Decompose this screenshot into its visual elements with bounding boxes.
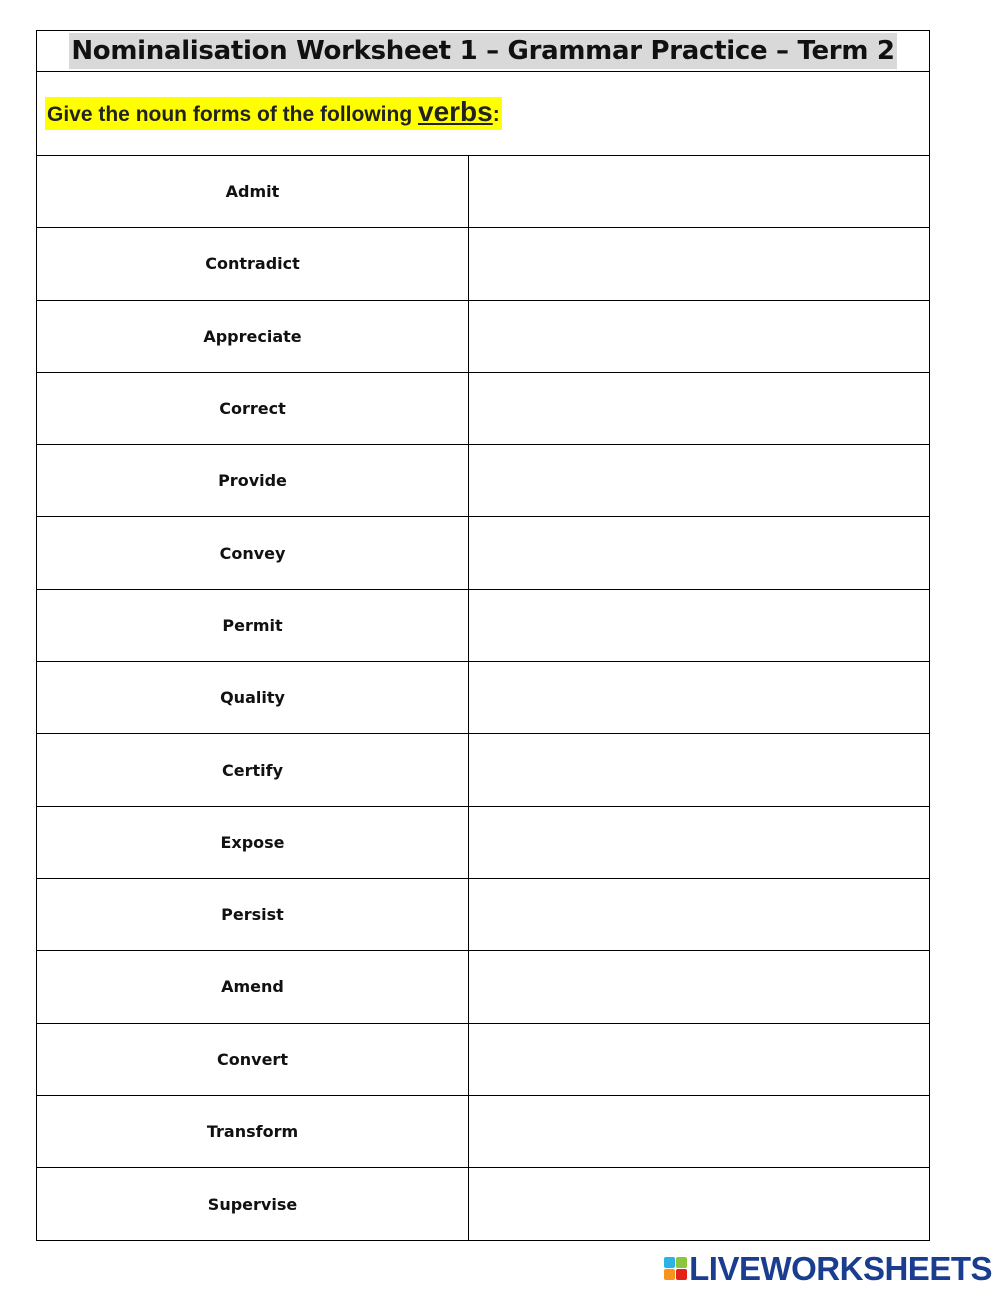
answer-cell[interactable] bbox=[469, 590, 929, 661]
answer-cell[interactable] bbox=[469, 662, 929, 733]
answer-cell[interactable] bbox=[469, 373, 929, 444]
verb-cell: Certify bbox=[37, 734, 469, 805]
table-row bbox=[37, 1024, 929, 1096]
answer-cell[interactable] bbox=[469, 734, 929, 805]
title-row bbox=[37, 31, 929, 72]
verb-cell: Supervise bbox=[37, 1168, 469, 1240]
worksheet-table bbox=[36, 30, 930, 1241]
table-row bbox=[37, 951, 929, 1023]
liveworksheets-logo bbox=[664, 1252, 992, 1285]
table-row bbox=[37, 807, 929, 879]
verb-cell: Contradict bbox=[37, 228, 469, 299]
answer-cell[interactable] bbox=[469, 301, 929, 372]
instruction-row bbox=[37, 72, 929, 156]
verb-cell: Amend bbox=[37, 951, 469, 1022]
instruction-prefix: Give the noun forms of the following bbox=[47, 103, 418, 126]
table-row bbox=[37, 301, 929, 373]
answer-cell[interactable] bbox=[469, 879, 929, 950]
logo-text: LIVEWORKSHEETS bbox=[689, 1250, 992, 1287]
answer-cell[interactable] bbox=[469, 1024, 929, 1095]
verb-cell: Correct bbox=[37, 373, 469, 444]
verb-cell: Transform bbox=[37, 1096, 469, 1167]
verb-cell: Convert bbox=[37, 1024, 469, 1095]
page-title: Nominalisation Worksheet 1 – Grammar Practice – Term 2 bbox=[69, 33, 896, 69]
answer-cell[interactable] bbox=[469, 1168, 929, 1240]
verb-cell: Permit bbox=[37, 590, 469, 661]
answer-cell[interactable] bbox=[469, 156, 929, 227]
verb-cell: Appreciate bbox=[37, 301, 469, 372]
answer-cell[interactable] bbox=[469, 228, 929, 299]
verb-cell: Provide bbox=[37, 445, 469, 516]
table-row bbox=[37, 373, 929, 445]
answer-cell[interactable] bbox=[469, 807, 929, 878]
table-row bbox=[37, 228, 929, 300]
verb-cell: Expose bbox=[37, 807, 469, 878]
table-row bbox=[37, 517, 929, 589]
table-row bbox=[37, 662, 929, 734]
instruction bbox=[45, 97, 502, 130]
table-row bbox=[37, 445, 929, 517]
instruction-emphasis: verbs bbox=[418, 96, 493, 127]
table-row bbox=[37, 734, 929, 806]
verb-cell: Admit bbox=[37, 156, 469, 227]
verb-cell: Quality bbox=[37, 662, 469, 733]
table-row bbox=[37, 1168, 929, 1240]
answer-cell[interactable] bbox=[469, 445, 929, 516]
answer-cell[interactable] bbox=[469, 951, 929, 1022]
verb-cell: Persist bbox=[37, 879, 469, 950]
table-row bbox=[37, 1096, 929, 1168]
answer-cell[interactable] bbox=[469, 517, 929, 588]
instruction-suffix: : bbox=[492, 103, 500, 126]
logo-mark-icon bbox=[664, 1257, 687, 1280]
answer-cell[interactable] bbox=[469, 1096, 929, 1167]
table-row bbox=[37, 590, 929, 662]
table-row bbox=[37, 879, 929, 951]
table-row bbox=[37, 156, 929, 228]
verb-cell: Convey bbox=[37, 517, 469, 588]
